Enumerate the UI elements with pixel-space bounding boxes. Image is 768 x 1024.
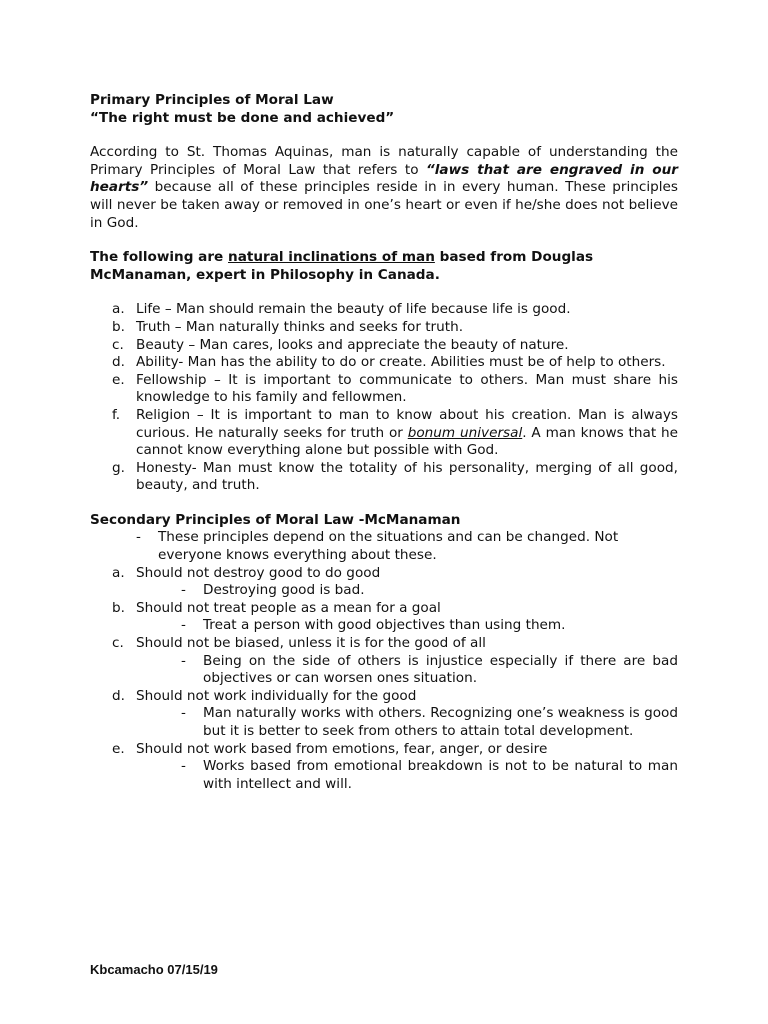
dash-marker: - [181, 758, 186, 775]
list-item-text: Ability- Man has the ability to do or create. Abilities must be of help to others. [136, 354, 666, 371]
page-subtitle: “The right must be done and achieved” [90, 109, 395, 126]
intro-text-start: According to St. Thomas Aquinas, man is naturally capable of understanding the Primary Principles of Moral Law that refers to [90, 144, 678, 178]
list-item [90, 407, 678, 460]
list-item-text: Fellowship – It is important to communicate to others. Man must share his knowledge to his family and fellowmen. [136, 371, 678, 406]
list-item-text: Truth – Man naturally thinks and seeks for truth. [136, 318, 464, 335]
list-item [90, 319, 678, 337]
sub-item-text: Destroying good is bad. [203, 582, 365, 599]
dash-marker: - [181, 652, 186, 669]
list-item-text: Should not be biased, unless it is for the good of all [136, 635, 486, 652]
list-item-italic: bonum universal [407, 424, 523, 441]
dash-marker: - [181, 705, 186, 722]
list-marker: e. [112, 371, 125, 388]
list-marker: b. [112, 599, 125, 616]
list-item-text-end: . A man knows that he cannot know everything alone but possible with God. [136, 424, 678, 459]
list-marker: b. [112, 318, 125, 335]
list-item [90, 460, 678, 495]
sub-item-text: Being on the side of others is injustice especially if there are bad objectives or can worsen ones situation. [203, 652, 678, 687]
list-item [90, 635, 678, 653]
sub-item-text: Treat a person with good objectives than using them. [203, 617, 566, 634]
list-marker: g. [112, 459, 125, 476]
list-marker: e. [112, 740, 125, 757]
secondary-intro [90, 529, 678, 564]
list-item-text: Should not work individually for the good [136, 687, 417, 704]
sub-item-text: Man naturally works with others. Recognizing one’s weakness is good but it is better to seek from others to attain total development. [203, 705, 678, 739]
list-item-text: Life – Man should remain the beauty of life because life is good. [136, 301, 571, 318]
sub-item-text: Works based from emotional breakdown is not to be natural to man with intellect and will. [203, 758, 678, 792]
list-item-text: Honesty- Man must know the totality of his personality, merging of all good, beauty, and truth. [136, 459, 678, 494]
list-item [90, 688, 678, 706]
intro-text-end: because all of these principles reside in in every human. These principles will never be taken away or removed in one’s heart or even if he/she does not believe in God. [90, 179, 678, 231]
sub-item [90, 705, 678, 740]
list-item-text: Should not work based from emotions, fear, anger, or desire [136, 740, 548, 757]
list-item [90, 565, 678, 583]
list-marker: f. [112, 406, 121, 423]
sub-item [90, 653, 678, 688]
sub-item [90, 617, 678, 635]
page-title: Primary Principles of Moral Law [90, 92, 334, 108]
list-marker: a. [112, 564, 125, 581]
inclinations-underlined: natural inclinations of man [228, 249, 435, 266]
list-item [90, 337, 678, 355]
dash-marker: - [181, 582, 186, 599]
sub-item [90, 758, 678, 793]
intro-emphasis: “laws that are engraved in our hearts” [90, 161, 679, 196]
secondary-principles-list [90, 565, 678, 794]
list-item [90, 600, 678, 618]
list-marker: c. [112, 336, 124, 353]
dash-marker: - [136, 529, 141, 546]
list-item [90, 372, 678, 407]
primary-principles-list [90, 301, 678, 495]
secondary-intro-text: These principles depend on the situations and can be changed. Not everyone knows everything about these. [158, 529, 619, 564]
inclinations-text-start: The following are [90, 249, 229, 266]
list-item-text-start: Religion – It is important to man to know about his creation. Man is always curious. He naturally seeks for truth or [136, 406, 678, 441]
sub-item [90, 582, 678, 600]
inclinations-intro [90, 249, 678, 284]
list-item [90, 354, 678, 372]
footer-signature: Kbcamacho 07/15/19 [90, 962, 218, 977]
list-marker: d. [112, 354, 125, 371]
document-body [90, 92, 678, 793]
dash-marker: - [181, 617, 186, 634]
list-item [90, 741, 678, 759]
list-item-text: Should not destroy good to do good [136, 564, 381, 581]
list-marker: a. [112, 301, 125, 318]
intro-paragraph [90, 144, 678, 232]
list-marker: c. [112, 635, 124, 652]
inclinations-text-end: based from Douglas McManaman, expert in Philosophy in Canada. [90, 249, 594, 283]
list-item-text: Should not treat people as a mean for a goal [136, 599, 441, 616]
list-item [90, 301, 678, 319]
secondary-heading: Secondary Principles of Moral Law -McManaman [90, 511, 461, 528]
list-item-text: Beauty – Man cares, looks and appreciate the beauty of nature. [136, 336, 569, 353]
list-marker: d. [112, 687, 125, 704]
